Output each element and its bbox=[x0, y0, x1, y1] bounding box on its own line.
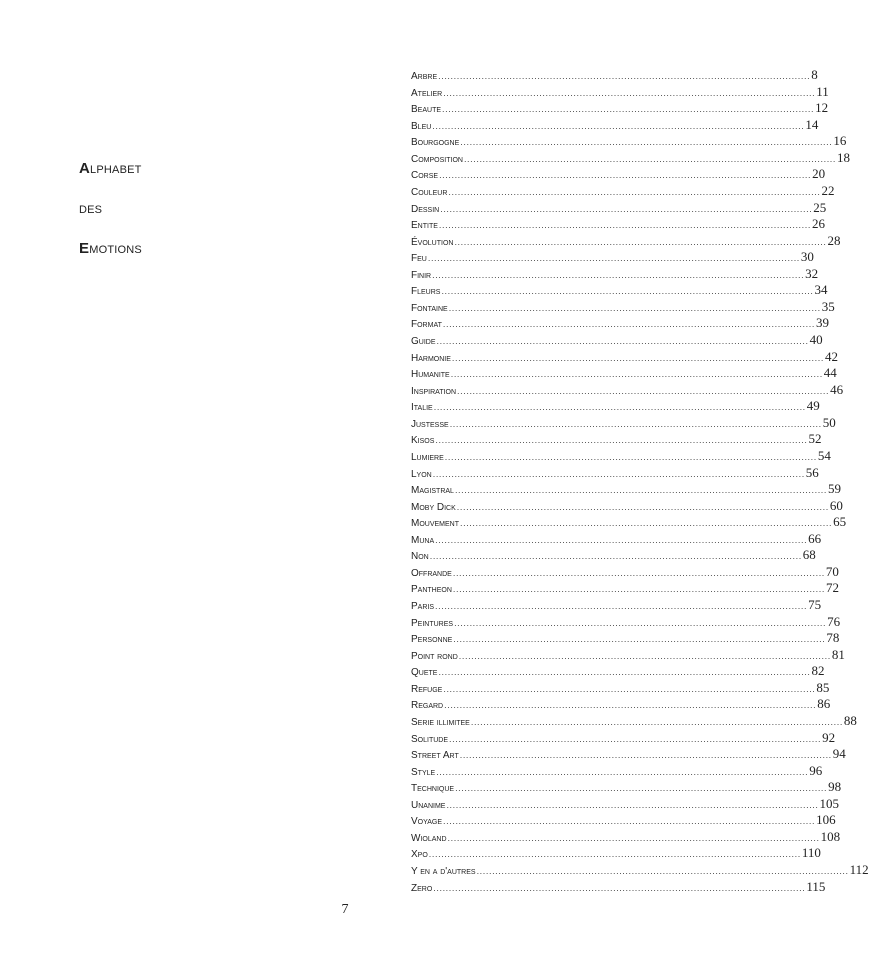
toc-entry-page: 85 bbox=[816, 679, 830, 695]
toc-entry-label: Couleur bbox=[411, 186, 448, 198]
toc-entry bbox=[411, 530, 822, 548]
toc-entry-page: 88 bbox=[843, 712, 857, 728]
toc-entry bbox=[411, 547, 816, 564]
toc-entry-page: 35 bbox=[821, 298, 835, 314]
toc-entry-label: Street Art bbox=[411, 750, 459, 762]
toc-entry-label: Dessin bbox=[411, 203, 440, 215]
toc-entry-page: 11 bbox=[816, 83, 829, 99]
toc-leader-dots: ........................................................................................................................ bbox=[450, 369, 823, 380]
toc-entry-page: 42 bbox=[824, 348, 838, 364]
title-rest-alphabet: lphabet bbox=[90, 160, 142, 177]
toc-leader-dots: ........................................................................................................................ bbox=[448, 186, 821, 197]
toc-entry-label: Humanite bbox=[411, 369, 450, 381]
toc-entry bbox=[411, 414, 836, 432]
toc-leader-dots: ........................................................................................................................ bbox=[432, 468, 805, 479]
toc-leader-dots: ........................................................................................................................ bbox=[442, 104, 815, 115]
toc-leader-dots: ........................................................................................................................ bbox=[453, 634, 826, 645]
toc-entry-page: 49 bbox=[806, 398, 820, 414]
toc-leader-dots: ........................................................................................................................ bbox=[476, 866, 849, 876]
toc-entry-label: Technique bbox=[411, 783, 455, 795]
toc-entry-page: 92 bbox=[822, 729, 836, 745]
toc-entry-label: Finir bbox=[411, 269, 432, 281]
toc-entry-page: 65 bbox=[833, 514, 847, 530]
toc-leader-dots: ........................................................................................................................ bbox=[452, 584, 825, 595]
toc-entry-page: 115 bbox=[806, 878, 826, 894]
toc-entry bbox=[411, 315, 829, 332]
toc-entry-page: 20 bbox=[812, 166, 826, 182]
toc-leader-dots: ........................................................................................................................ bbox=[458, 650, 831, 661]
toc-entry-page: 82 bbox=[811, 663, 825, 679]
toc-entry-label: Refuge bbox=[411, 683, 443, 695]
toc-entry bbox=[411, 613, 841, 631]
toc-entry-label: Magistral bbox=[411, 485, 454, 497]
toc-entry-label: Non bbox=[411, 551, 429, 563]
toc-leader-dots: ........................................................................................................................ bbox=[457, 385, 830, 396]
toc-leader-dots: ........................................................................................................................ bbox=[444, 451, 817, 462]
toc-entry-page: 52 bbox=[808, 431, 822, 447]
title-rest-emotions: motions bbox=[89, 240, 142, 257]
toc-entry-label: Style bbox=[411, 766, 436, 778]
toc-entry-label: Italie bbox=[411, 402, 433, 414]
toc-entry bbox=[411, 696, 831, 713]
toc-entry-label: Lyon bbox=[411, 468, 432, 480]
toc-entry-label: Wioland bbox=[411, 832, 447, 844]
toc-entry-page: 12 bbox=[815, 100, 829, 116]
toc-entry-label: Offrande bbox=[411, 567, 452, 579]
toc-leader-dots: ........................................................................................................................ bbox=[439, 170, 812, 181]
toc-entry bbox=[411, 762, 823, 780]
toc-entry-label: Arbre bbox=[411, 71, 438, 82]
toc-entry bbox=[411, 365, 837, 382]
toc-entry-page: 54 bbox=[817, 447, 831, 463]
toc-entry bbox=[411, 630, 840, 647]
toc-entry-label: Pantheon bbox=[411, 584, 452, 596]
toc-leader-dots: ........................................................................................................................ bbox=[435, 601, 808, 611]
toc-entry-page: 110 bbox=[801, 845, 821, 861]
toc-leader-dots: ........................................................................................................................ bbox=[444, 700, 817, 711]
toc-entry-page: 76 bbox=[827, 613, 841, 629]
toc-entry-page: 106 bbox=[816, 812, 836, 828]
toc-entry-label: Feu bbox=[411, 253, 427, 265]
toc-entry-page: 70 bbox=[825, 563, 839, 579]
toc-leader-dots: ........................................................................................................................ bbox=[441, 286, 814, 297]
toc-entry bbox=[411, 580, 839, 597]
toc-entry bbox=[411, 199, 827, 217]
toc-leader-dots: ........................................................................................................................ bbox=[428, 849, 801, 860]
toc-entry bbox=[411, 67, 818, 84]
toc-entry-label: Atelier bbox=[411, 87, 443, 99]
toc-entry bbox=[411, 481, 842, 498]
toc-entry bbox=[411, 249, 814, 266]
toc-entry-page: 112 bbox=[849, 862, 869, 877]
toc-leader-dots: ........................................................................................................................ bbox=[438, 667, 811, 678]
toc-entry-page: 8 bbox=[811, 67, 818, 82]
toc-entry bbox=[411, 679, 830, 697]
toc-entry-label: Xpo bbox=[411, 849, 428, 861]
toc-leader-dots: ........................................................................................................................ bbox=[432, 120, 805, 131]
toc-leader-dots: ........................................................................................................................ bbox=[448, 302, 821, 313]
toc-leader-dots: ........................................................................................................................ bbox=[433, 402, 806, 413]
toc-entry bbox=[411, 216, 825, 233]
toc-entry bbox=[411, 447, 831, 465]
toc-entry bbox=[411, 828, 841, 846]
toc-entry-label: Bourgogne bbox=[411, 137, 460, 149]
toc-entry-label: Point rond bbox=[411, 650, 458, 662]
toc-leader-dots: ........................................................................................................................ bbox=[451, 352, 824, 363]
toc-entry-page: 40 bbox=[809, 332, 823, 347]
toc-entry-page: 34 bbox=[814, 282, 828, 298]
toc-entry-label: Unanime bbox=[411, 799, 446, 811]
toc-entry-page: 68 bbox=[802, 547, 816, 563]
toc-leader-dots: ........................................................................................................................ bbox=[449, 418, 822, 429]
toc-leader-dots: ........................................................................................................................ bbox=[432, 269, 805, 280]
title-initial-e: E bbox=[79, 240, 90, 257]
toc-entry-label: Inspiration bbox=[411, 385, 457, 397]
toc-entry-label: Lumiere bbox=[411, 451, 444, 463]
toc-entry bbox=[411, 298, 835, 316]
toc-entry-label: Fleurs bbox=[411, 286, 441, 298]
toc-entry-label: Fontaine bbox=[411, 302, 448, 314]
toc-entry-page: 32 bbox=[805, 265, 819, 281]
toc-entry-label: Y en a d'autres bbox=[411, 866, 476, 877]
toc-entry-page: 44 bbox=[823, 365, 837, 381]
toc-entry-label: Peintures bbox=[411, 617, 454, 629]
toc-entry bbox=[411, 862, 869, 879]
toc-entry-page: 14 bbox=[805, 116, 819, 132]
toc-entry-label: Format bbox=[411, 319, 442, 331]
toc-leader-dots: ........................................................................................................................ bbox=[438, 220, 811, 231]
toc-entry-label: Harmonie bbox=[411, 352, 451, 364]
toc-entry bbox=[411, 182, 835, 200]
toc-leader-dots: ........................................................................................................................ bbox=[460, 137, 833, 148]
toc-leader-dots: ........................................................................................................................ bbox=[454, 617, 827, 628]
toc-entry-label: Corse bbox=[411, 170, 439, 182]
toc-leader-dots: ........................................................................................................................ bbox=[470, 716, 843, 727]
toc-entry-page: 60 bbox=[829, 497, 843, 513]
toc-entry bbox=[411, 149, 851, 167]
toc-entry bbox=[411, 845, 821, 862]
toc-leader-dots: ........................................................................................................................ bbox=[427, 253, 800, 264]
toc-entry-page: 50 bbox=[822, 414, 836, 430]
toc-entry bbox=[411, 646, 845, 664]
toc-entry bbox=[411, 83, 829, 101]
toc-entry bbox=[411, 282, 828, 299]
toc-entry-label: Justesse bbox=[411, 418, 449, 430]
toc-entry bbox=[411, 878, 826, 896]
toc-entry-label: Voyage bbox=[411, 816, 443, 828]
toc-entry bbox=[411, 431, 822, 448]
toc-entry-page: 78 bbox=[826, 630, 840, 646]
toc-entry bbox=[411, 712, 857, 730]
toc-leader-dots: ........................................................................................................................ bbox=[443, 816, 816, 827]
title-line-alphabet bbox=[79, 160, 142, 200]
toc-entry bbox=[411, 779, 842, 796]
toc-entry-page: 16 bbox=[833, 133, 847, 149]
toc-entry-label: Guide bbox=[411, 336, 436, 347]
toc-entry-label: Serie illimitee bbox=[411, 716, 470, 728]
toc-entry bbox=[411, 812, 836, 829]
toc-entry-label: Muna bbox=[411, 534, 435, 546]
toc-entry bbox=[411, 663, 825, 680]
toc-entry-page: 25 bbox=[813, 199, 827, 215]
toc-entry-page: 66 bbox=[808, 530, 822, 546]
toc-leader-dots: ........................................................................................................................ bbox=[463, 153, 837, 164]
toc-leader-dots: ........................................................................................................................ bbox=[459, 750, 832, 761]
document-title bbox=[79, 160, 142, 280]
toc-entry bbox=[411, 597, 822, 614]
toc-entry bbox=[411, 563, 839, 581]
toc-entry-page: 30 bbox=[800, 249, 814, 265]
toc-entry bbox=[411, 398, 820, 415]
toc-leader-dots: ........................................................................................................................ bbox=[435, 534, 808, 545]
toc-entry-label: Évolution bbox=[411, 236, 454, 248]
title-initial-a: A bbox=[79, 160, 91, 177]
toc-entry-page: 94 bbox=[832, 746, 846, 762]
toc-entry bbox=[411, 729, 836, 747]
toc-entry-page: 72 bbox=[825, 580, 839, 596]
toc-leader-dots: ........................................................................................................................ bbox=[440, 203, 813, 214]
toc-entry bbox=[411, 133, 847, 150]
toc-entry-label: Composition bbox=[411, 153, 463, 165]
toc-entry bbox=[411, 232, 841, 250]
toc-leader-dots: ........................................................................................................................ bbox=[449, 733, 822, 744]
toc-leader-dots: ........................................................................................................................ bbox=[452, 567, 825, 578]
toc-leader-dots: ........................................................................................................................ bbox=[446, 799, 819, 810]
toc-leader-dots: ........................................................................................................................ bbox=[443, 87, 816, 98]
toc-leader-dots: ........................................................................................................................ bbox=[433, 882, 806, 893]
toc-leader-dots: ........................................................................................................................ bbox=[435, 435, 808, 446]
toc-entry-page: 26 bbox=[811, 216, 825, 232]
toc-leader-dots: ........................................................................................................................ bbox=[436, 336, 809, 346]
toc-leader-dots: ........................................................................................................................ bbox=[442, 319, 815, 330]
toc-entry-label: Personne bbox=[411, 634, 453, 646]
table-of-contents bbox=[411, 67, 869, 895]
toc-leader-dots: ........................................................................................................................ bbox=[443, 683, 816, 694]
toc-entry bbox=[411, 381, 844, 399]
toc-entry-page: 98 bbox=[828, 779, 842, 795]
toc-leader-dots: ........................................................................................................................ bbox=[454, 236, 827, 247]
toc-entry bbox=[411, 497, 843, 515]
toc-entry-page: 22 bbox=[821, 182, 835, 198]
title-line-emotions bbox=[79, 240, 142, 280]
toc-entry-label: Entite bbox=[411, 220, 438, 232]
toc-leader-dots: ........................................................................................................................ bbox=[438, 71, 811, 81]
toc-entry bbox=[411, 795, 840, 813]
toc-entry-label: Solitude bbox=[411, 733, 449, 745]
toc-entry-page: 105 bbox=[819, 795, 840, 811]
toc-entry-label: Beaute bbox=[411, 104, 442, 116]
toc-entry bbox=[411, 464, 819, 482]
toc-leader-dots: ........................................................................................................................ bbox=[456, 501, 829, 512]
toc-entry-label: Bleu bbox=[411, 120, 432, 132]
toc-entry-label: Zero bbox=[411, 882, 433, 894]
toc-entry-label: Paris bbox=[411, 601, 435, 612]
toc-entry-page: 18 bbox=[837, 149, 851, 165]
toc-entry-label: Quete bbox=[411, 667, 438, 679]
toc-entry bbox=[411, 348, 838, 366]
toc-entry-page: 75 bbox=[808, 597, 822, 612]
toc-entry-page: 28 bbox=[827, 232, 841, 248]
toc-entry-page: 59 bbox=[828, 481, 842, 497]
toc-entry-label: Mouvement bbox=[411, 518, 459, 530]
toc-entry-page: 86 bbox=[817, 696, 831, 712]
toc-entry bbox=[411, 332, 823, 349]
toc-leader-dots: ........................................................................................................................ bbox=[454, 485, 828, 496]
toc-entry bbox=[411, 166, 826, 183]
title-line-des: des bbox=[79, 200, 103, 217]
toc-entry-page: 46 bbox=[830, 381, 844, 397]
toc-entry-label: Regard bbox=[411, 700, 444, 712]
toc-entry bbox=[411, 746, 846, 763]
toc-leader-dots: ........................................................................................................................ bbox=[460, 518, 833, 529]
toc-entry bbox=[411, 265, 819, 283]
toc-leader-dots: ........................................................................................................................ bbox=[429, 551, 802, 562]
toc-entry-page: 108 bbox=[820, 828, 841, 844]
toc-entry bbox=[411, 116, 819, 134]
toc-leader-dots: ........................................................................................................................ bbox=[447, 832, 820, 843]
toc-entry-label: Kisos bbox=[411, 435, 435, 447]
toc-entry bbox=[411, 100, 829, 117]
toc-entry-page: 56 bbox=[805, 464, 819, 480]
toc-entry-page: 81 bbox=[831, 646, 845, 662]
toc-entry bbox=[411, 514, 847, 531]
page-number: 7 bbox=[341, 902, 349, 917]
toc-entry-page: 39 bbox=[815, 315, 829, 331]
toc-leader-dots: ........................................................................................................................ bbox=[436, 766, 809, 777]
toc-leader-dots: ........................................................................................................................ bbox=[455, 783, 828, 794]
toc-entry-page: 96 bbox=[809, 762, 823, 778]
toc-entry-label: Moby Dick bbox=[411, 501, 456, 513]
